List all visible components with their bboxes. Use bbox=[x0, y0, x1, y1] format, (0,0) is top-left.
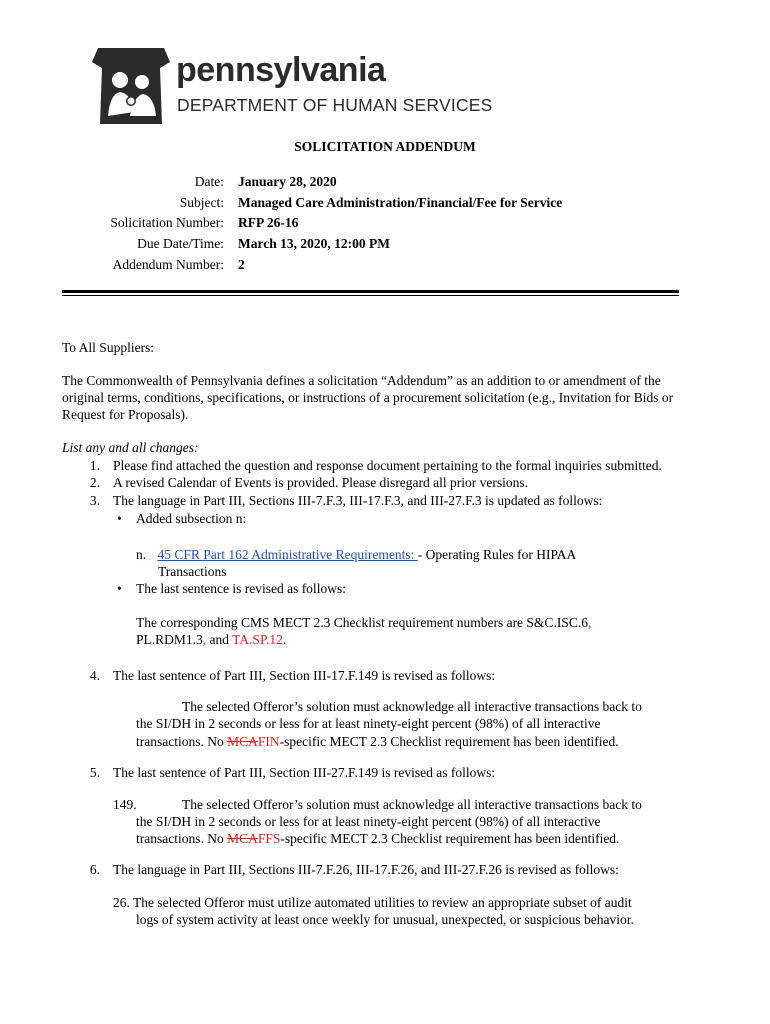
meta-row-addendum-number bbox=[0, 257, 770, 277]
keystone-family-logo-icon bbox=[90, 46, 172, 126]
divider-thick bbox=[62, 290, 679, 293]
subsection-n bbox=[136, 546, 576, 563]
meta-value: March 13, 2020, 12:00 PM bbox=[238, 236, 390, 251]
meta-row-date bbox=[0, 174, 770, 194]
list-number: 5. bbox=[89, 765, 100, 780]
list-number: 3. bbox=[89, 493, 100, 508]
p149a-line-3 bbox=[136, 733, 619, 750]
list-number: 4. bbox=[89, 668, 100, 683]
p26-line-2: logs of system activity at least once weekly for unusual, unexpected, or suspicious behavior. bbox=[136, 912, 634, 927]
changes-label: List any and all changes: bbox=[62, 440, 199, 455]
meta-label: Date: bbox=[194, 174, 224, 189]
revision-insert: FIN bbox=[257, 734, 280, 749]
list-number: 6. bbox=[89, 862, 100, 877]
p149b-text: -specific MECT 2.3 Checklist requirement has been identified. bbox=[280, 831, 620, 846]
bullet-icon: • bbox=[117, 581, 122, 596]
meta-value: RFP 26-16 bbox=[238, 215, 299, 230]
p149b-line-3 bbox=[136, 830, 619, 847]
p149a-text: transactions. No bbox=[136, 734, 228, 749]
bullet-text-added-subsection: Added subsection n: bbox=[136, 511, 247, 526]
logo-department-name: DEPARTMENT OF HUMAN SERVICES bbox=[177, 95, 493, 115]
revision-deletion: MCA bbox=[227, 734, 258, 749]
meta-row-due-date bbox=[0, 236, 770, 256]
revision-insert: , bbox=[587, 615, 592, 630]
p26-line-1: 26. The selected Offeror must utilize automated utilities to review an appropriate subset of audit bbox=[113, 895, 632, 910]
cms-text: and bbox=[206, 632, 233, 647]
p149a-text: -specific MECT 2.3 Checklist requirement has been identified. bbox=[279, 734, 619, 749]
list-text: The last sentence of Part III, Section III-27.F.149 is revised as follows: bbox=[113, 765, 496, 780]
cms-text: The corresponding CMS MECT 2.3 Checklist requirement numbers are S&C.ISC.6 bbox=[136, 615, 588, 630]
revision-deletion: MCA bbox=[227, 831, 258, 846]
revision-insert: , bbox=[202, 632, 207, 647]
revision-insert: FFS bbox=[257, 831, 281, 846]
cms-text: PL.RDM1.3 bbox=[136, 632, 203, 647]
intro-paragraph: The Commonwealth of Pennsylvania defines a solicitation “Addendum” as an addition to or amendment of the original terms, conditions, specifications, or instructions of a procurement solicitation (e.g., Invitation for Bids or Request for Proposals). bbox=[62, 373, 674, 422]
p149b-line-1: The selected Offeror’s solution must acknowledge all interactive transactions back to bbox=[182, 797, 642, 812]
list-text: Please find attached the question and response document pertaining to the formal inquiries submitted. bbox=[113, 458, 662, 473]
list-number: 1. bbox=[89, 458, 100, 473]
p149a-line-1: The selected Offeror’s solution must acknowledge all interactive transactions back to bbox=[182, 699, 642, 714]
meta-row-subject bbox=[0, 195, 770, 215]
meta-value: Managed Care Administration/Financial/Fee for Service bbox=[238, 195, 563, 210]
subsection-text-line2: Transactions bbox=[158, 564, 227, 579]
list-text: The last sentence of Part III, Section III-17.F.149 is revised as follows: bbox=[113, 668, 496, 683]
p149b-text: transactions. No bbox=[136, 831, 228, 846]
subsection-text: - Operating Rules for HIPAA bbox=[417, 547, 577, 562]
logo-state-name: pennsylvania bbox=[176, 51, 386, 89]
document-title: SOLICITATION ADDENDUM bbox=[294, 139, 476, 154]
subsection-letter: n. bbox=[136, 547, 147, 562]
cfr-link[interactable]: 45 CFR Part 162 Administrative Requirements: bbox=[157, 547, 418, 562]
cms-line-2 bbox=[136, 631, 286, 648]
list-text: The language in Part III, Sections III-7.F.3, III-17.F.3, and III-27.F.3 is updated as follows: bbox=[113, 493, 603, 508]
p149b-line-2: the SI/DH in 2 seconds or less for at least ninety-eight percent (98%) of all interactive bbox=[136, 814, 601, 829]
cms-text: . bbox=[282, 632, 287, 647]
meta-label: Addendum Number: bbox=[112, 257, 224, 272]
bullet-icon: • bbox=[117, 511, 122, 526]
paragraph-number: 149. bbox=[113, 797, 137, 812]
list-number: 2. bbox=[89, 475, 100, 490]
meta-value: January 28, 2020 bbox=[238, 174, 337, 189]
meta-label: Due Date/Time: bbox=[137, 236, 224, 251]
cms-line-1 bbox=[136, 614, 591, 631]
meta-value: 2 bbox=[238, 257, 245, 272]
meta-label: Solicitation Number: bbox=[110, 215, 224, 230]
bullet-text-last-sentence: The last sentence is revised as follows: bbox=[136, 581, 346, 596]
meta-row-solicitation-number bbox=[0, 215, 770, 235]
revision-insert: TA.SP.12 bbox=[232, 632, 283, 647]
p149a-line-2: the SI/DH in 2 seconds or less for at least ninety-eight percent (98%) of all interactive bbox=[136, 716, 601, 731]
greeting: To All Suppliers: bbox=[62, 340, 155, 355]
list-text: The language in Part III, Sections III-7.F.26, III-17.F.26, and III-27.F.26 is revised as follows: bbox=[113, 862, 619, 877]
meta-label: Subject: bbox=[179, 195, 224, 210]
divider-thin bbox=[62, 295, 679, 296]
list-text: A revised Calendar of Events is provided. Please disregard all prior versions. bbox=[113, 475, 529, 490]
